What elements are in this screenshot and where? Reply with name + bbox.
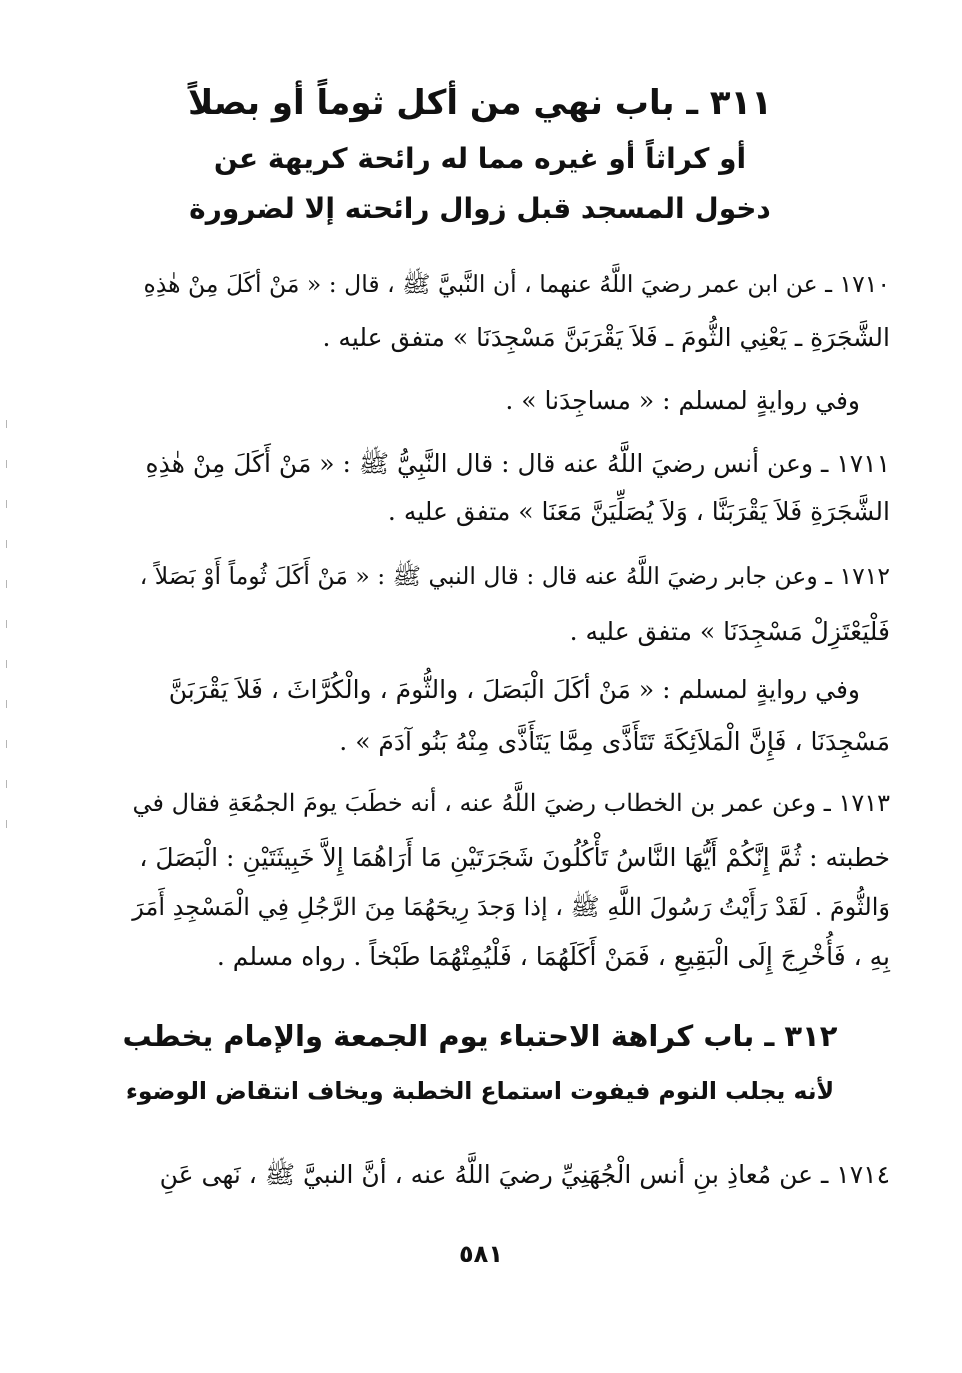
hadith-1711-line-1: ١٧١١ ـ وعن أنس رضيَ اللَّهُ عنه قال : قال النَّبِيُّ ﷺ : « مَنْ أَكَلَ مِنْ هٰذِهِ: [145, 449, 890, 478]
hadith-1712-riwaya-line-2: مَسْجِدَنَا ، فَإِنَّ الْمَلاَئِكَةَ تَتَأَذَّى مِمَّا يَتَأَذَّى مِنْهُ بَنُو آدَمَ » .: [339, 727, 890, 756]
hadith-1713-line-2: خطبته : ثُمَّ إِنَّكُمْ أَيُّهَا النَّاسُ تَأْكُلُونَ شَجَرَتَيْنِ مَا أَرَاهُمَا إِلاَّ خَبِيثَتَيْنِ : الْبَصَلَ ،: [139, 843, 890, 872]
hadith-1712-line-1: ١٧١٢ ـ وعن جابر رضيَ اللَّهُ عنه قال : قال النبي ﷺ : « مَنْ أَكَلَ ثُوماً أَوْ بَصَلاً ،: [139, 562, 890, 590]
page-number: ٥٨١: [459, 1240, 503, 1268]
chapter-311-title-line-1: ٣١١ ـ باب نهي من أكل ثوماً أو بصلاً: [187, 83, 773, 123]
chapter-311-title-line-3: دخول المسجد قبل زوال رائحته إلا لضرورة: [189, 192, 771, 225]
hadith-1714-line-1: ١٧١٤ ـ عن مُعاذِ بنِ أنس الْجُهَنِيِّ رضيَ اللَّهُ عنه ، أنَّ النبيَّ ﷺ ، نَهى عَنِ: [159, 1160, 890, 1189]
hadith-1713-line-1: ١٧١٣ ـ وعن عمر بن الخطاب رضيَ اللَّهُ عنه ، أنه خطَبَ يومَ الجمُعَةِ فقال في: [132, 789, 890, 817]
hadith-1713-line-4: بِهِ ، فَأُخْرِجَ إِلَى الْبَقِيعِ ، فَمَنْ أَكَلَهُمَا ، فَلْيُمِتْهُمَا طَبْخاً . رواه مسلم .: [216, 942, 890, 971]
chapter-311-title-line-2: أو كراثاً أو غيره مما له رائحة كريهة عن: [213, 142, 747, 175]
hadith-1712-riwaya-line-1: وفي روايةٍ لمسلم : « مَنْ أكَلَ الْبَصَلَ ، والثُّومَ ، والْكُرَّاثَ ، فَلاَ يَقْرَبَنَّ: [168, 675, 860, 704]
chapter-312-title-line-2: لأنه يجلب النوم فيفوت استماع الخطبة ويخاف انتقاض الوضوء: [125, 1077, 835, 1105]
hadith-1710-riwaya: وفي روايةٍ لمسلم : « مساجِدَنا » .: [505, 386, 860, 415]
hadith-1710-line-2: الشَّجَرَةِ ـ يَعْنِي الثُّومَ ـ فَلاَ يَقْرَبَنَّ مَسْجِدَنَا » متفق عليه .: [322, 323, 890, 352]
hadith-1712-line-2: فَلْيَعْتَزِلْ مَسْجِدَنَا » متفق عليه .: [569, 617, 890, 646]
margin-scan-marks: [6, 420, 8, 860]
hadith-1711-line-2: الشَّجَرَةِ فَلاَ يَقْرَبَنَّا ، وَلاَ يُصَلِّيَنَّ مَعَنَا » متفق عليه .: [387, 497, 890, 526]
chapter-312-title-line-1: ٣١٢ ـ باب كراهة الاحتباء يوم الجمعة والإمام يخطب: [122, 1019, 838, 1053]
hadith-1710-line-1: ١٧١٠ ـ عن ابن عمر رضيَ اللَّهُ عنهما ، أن النَّبيَّ ﷺ ، قال : « مَنْ أكَلَ مِنْ هٰذِهِ: [143, 270, 890, 298]
hadith-1713-line-3: وَالثُّومَ . لَقَدْ رَأَيْتُ رَسُولَ اللَّهِ ﷺ ، إذا وَجدَ رِيحَهُمَا مِنَ الرَّجُلِ فِي الْمَسْجِدِ أَمَرَ: [132, 893, 890, 921]
